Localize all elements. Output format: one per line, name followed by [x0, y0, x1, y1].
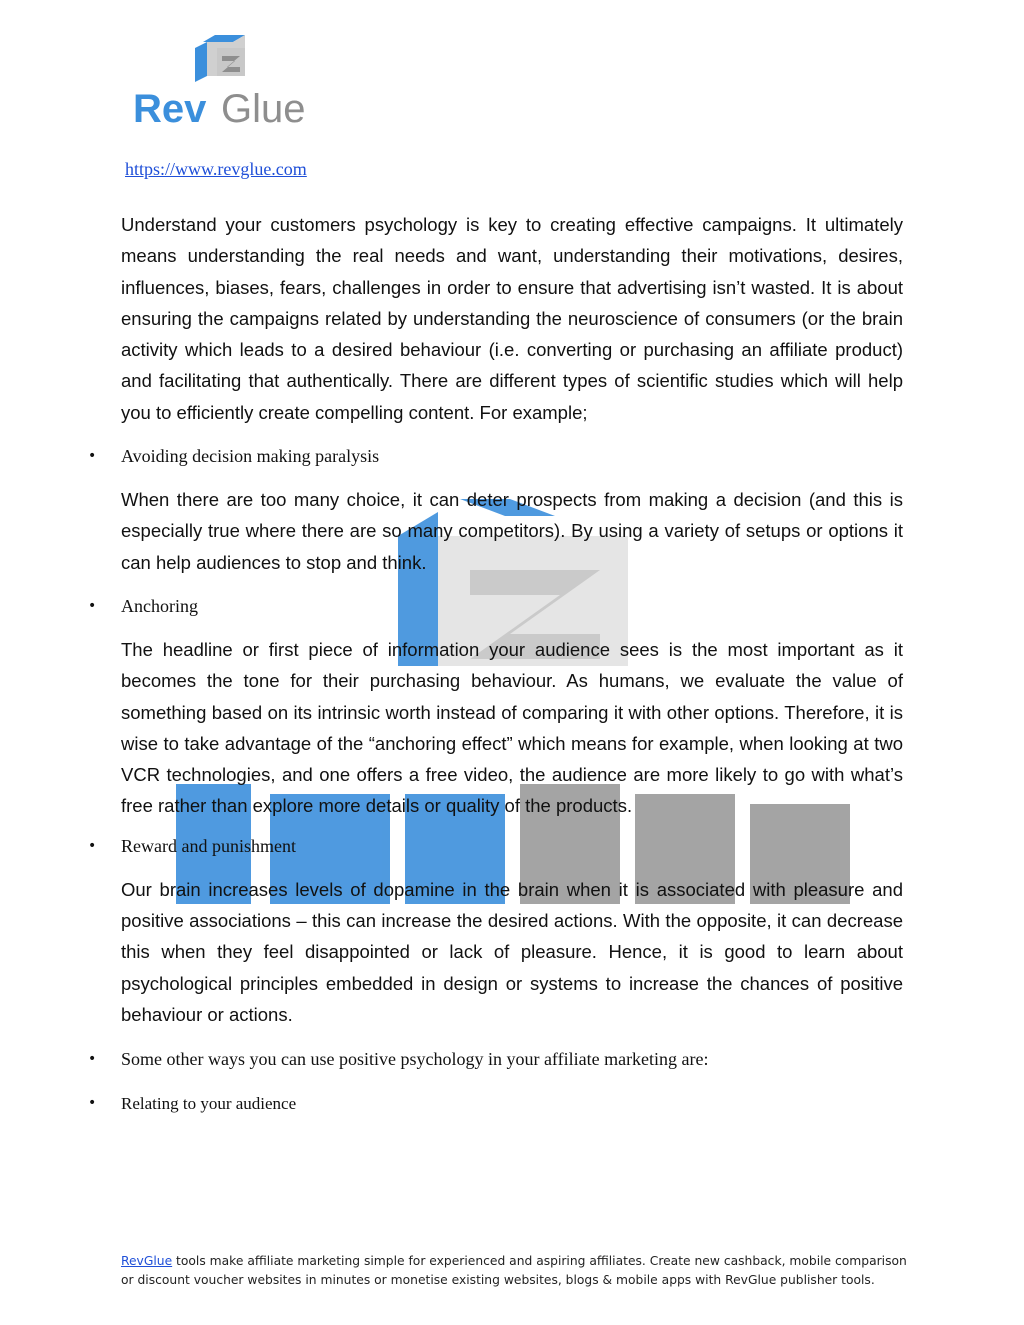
revglue-logo: [133, 34, 323, 129]
logo-text-glue: Glue: [221, 87, 306, 129]
bullet-icon: •: [88, 597, 97, 614]
bullet-relating-audience: • Relating to your audience: [121, 1091, 903, 1116]
bullet-decision-paralysis: • Avoiding decision making paralysis: [88, 446, 380, 467]
bullet-reward-punishment: • Reward and punishment: [88, 835, 296, 856]
logo-text-rev: Rev: [133, 87, 207, 129]
decision-paralysis-paragraph: When there are too many choice, it can deter prospects from making a decision (and this is especially true where there are so many competitors). By using a variety of setups or options it can help audiences to stop and think.: [121, 489, 903, 573]
bullet-anchoring: • Anchoring: [88, 595, 198, 616]
document-body: [88, 209, 903, 1116]
footer-revglue-link[interactable]: RevGlue: [121, 1254, 173, 1268]
footer-note: [121, 1252, 921, 1290]
website-link[interactable]: https://www.revglue.com: [125, 159, 307, 179]
footer-text: tools make affiliate marketing simple for experienced and aspiring affiliates. Create new cashback, mobile comparison or discount voucher websites in minutes or monetise existing websites, blogs & mobile apps with RevGlue publisher tools.: [121, 1254, 907, 1287]
bullet-positive-psychology: • Some other ways you can use positive psychology in your affiliate marketing are:: [88, 1049, 709, 1070]
bullet-icon: •: [88, 448, 97, 465]
reward-paragraph: Our brain increases levels of dopamine in the brain when it is associated with pleasure and positive associations – this can increase the desired actions. With the opposite, it can decrease this when they feel disappointed or lack of pleasure. Hence, it is good to learn about psychological principles embedded in design or systems to increase the chances of positive behaviour or actions.: [121, 878, 903, 1025]
intro-paragraph: Understand your customers psychology is key to creating effective campaigns. It ultimately means understanding the real needs and want, understanding their motivations, desires, influences, biases, fears, challenges in order to ensure that advertising isn’t wasted. It is about ensuring the campaigns related by understanding the neuroscience of consumers (or the brain activity which leads to a desired behaviour (i.e. converting or purchasing an affiliate product) and facilitating that authentically. There are different types of scientific studies which will help you to efficiently create compelling content. For example;: [121, 214, 903, 423]
anchoring-paragraph: The headline or first piece of information your audience sees is the most important as it becomes the tone for their purchasing behaviour. As humans, we evaluate the value of something based on its intrinsic worth instead of comparing it with other options. Therefore, it is wise to take advantage of the “anchoring effect” which means for example, when looking at two VCR technologies, and one offers a free video, the audience are more likely to go with what’s free rather than explore more details or quality of the products.: [121, 638, 903, 817]
bullet-icon: •: [88, 1051, 97, 1068]
bullet-icon: •: [88, 837, 97, 854]
logo-mark-icon: [195, 35, 245, 82]
bullet-icon: •: [88, 1095, 97, 1112]
